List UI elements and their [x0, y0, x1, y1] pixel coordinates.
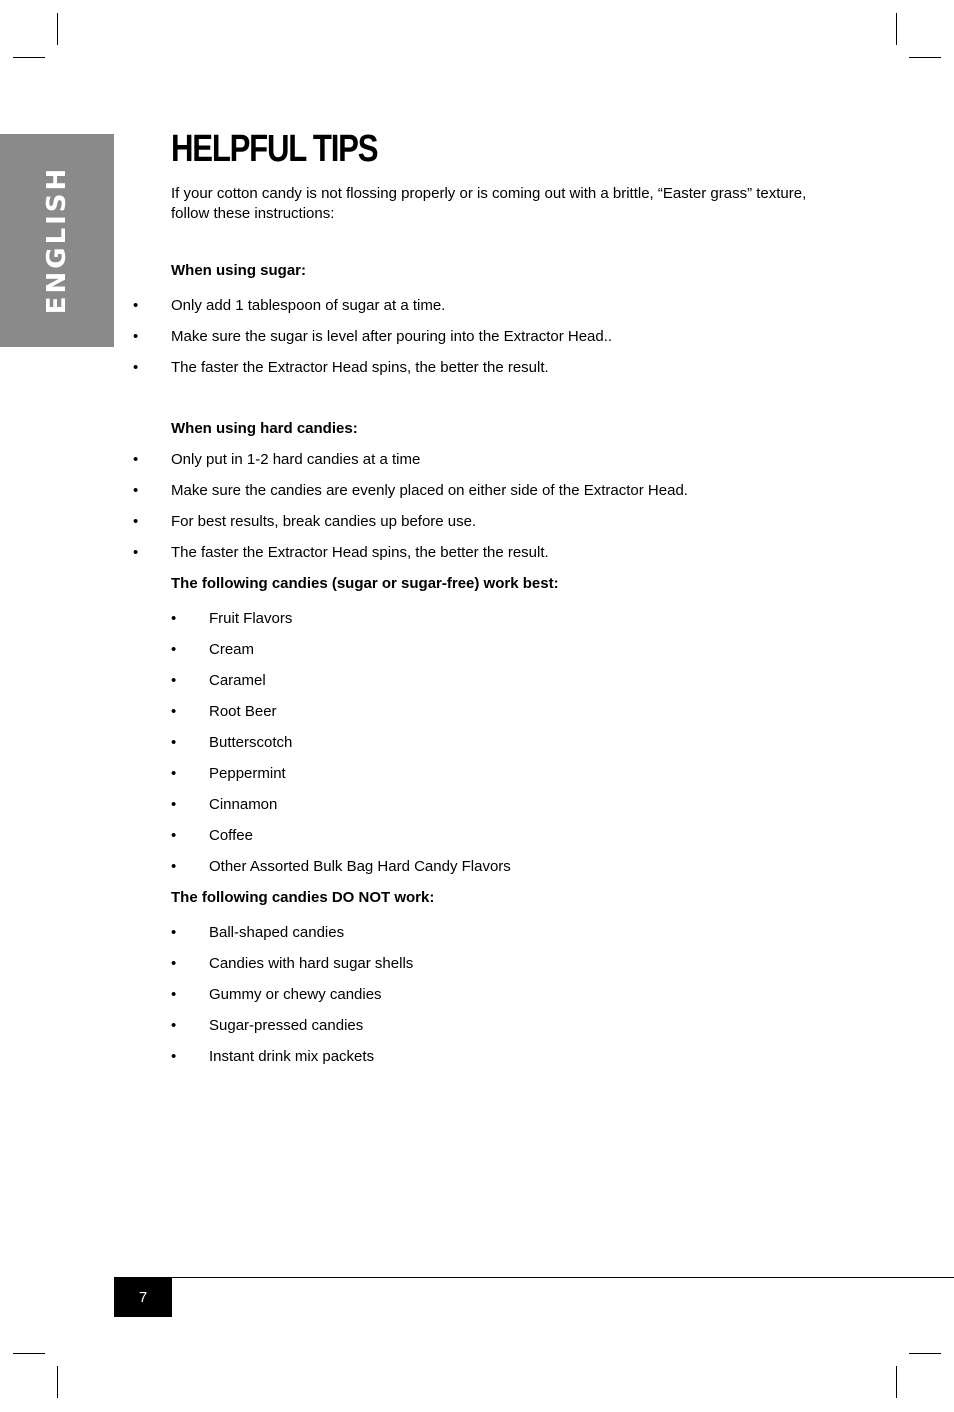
page-title: HELPFUL TIPS: [171, 128, 378, 170]
bullet: •: [171, 1017, 177, 1034]
intro-paragraph: If your cotton candy is not flossing properly or is coming out with a brittle, “Easter grass” texture, follow these instructions:: [171, 185, 807, 222]
bullet: •: [171, 858, 177, 875]
bullet: •: [171, 672, 177, 689]
language-tab: [0, 134, 114, 347]
list-item-text: Fruit Flavors: [209, 610, 293, 627]
bullet: •: [133, 544, 139, 561]
bullet: •: [133, 297, 139, 314]
bullet: •: [171, 796, 177, 813]
list-item-text: Candies with hard sugar shells: [209, 955, 414, 972]
list-item-text: Coffee: [209, 827, 253, 844]
bullet: •: [133, 451, 139, 468]
bullet: •: [171, 827, 177, 844]
list-item-text: Cream: [209, 641, 255, 658]
sugar-heading: When using sugar:: [171, 262, 306, 279]
bullet: •: [171, 924, 177, 941]
language-tab-label: ENGLISH: [42, 165, 72, 315]
list-item-text: Butterscotch: [209, 734, 293, 751]
crop-mark: [896, 13, 897, 45]
crop-mark: [896, 1366, 897, 1398]
list-item-text: The faster the Extractor Head spins, the better the result.: [171, 544, 549, 561]
crop-mark: [57, 1366, 58, 1398]
list-item-text: Other Assorted Bulk Bag Hard Candy Flavors: [209, 858, 511, 875]
bullet: •: [171, 734, 177, 751]
list-item-text: Instant drink mix packets: [209, 1048, 375, 1065]
bullet: •: [133, 482, 139, 499]
page-number: 7: [114, 1278, 172, 1317]
crop-mark: [13, 1353, 45, 1354]
bullet: •: [133, 359, 139, 376]
bullet: •: [171, 986, 177, 1003]
list-item-text: Caramel: [209, 672, 266, 689]
list-item-text: Make sure the candies are evenly placed on either side of the Extractor Head.: [171, 482, 688, 499]
bullet: •: [171, 641, 177, 658]
list-item-text: Cinnamon: [209, 796, 278, 813]
list-item-text: Sugar-pressed candies: [209, 1017, 364, 1034]
list-item-text: Peppermint: [209, 765, 286, 782]
crop-mark: [13, 57, 45, 58]
list-item-text: Only put in 1-2 hard candies at a time: [171, 451, 421, 468]
footer-rule: [114, 1277, 954, 1278]
bullet: •: [133, 328, 139, 345]
list-item-text: Make sure the sugar is level after pouring into the Extractor Head..: [171, 328, 613, 345]
bullet: •: [133, 513, 139, 530]
list-item-text: Gummy or chewy candies: [209, 986, 382, 1003]
crop-mark: [57, 13, 58, 45]
bullet: •: [171, 1048, 177, 1065]
bullet: •: [171, 703, 177, 720]
hard-candies-heading: When using hard candies:: [171, 420, 358, 437]
crop-mark: [909, 57, 941, 58]
do-not-work-heading: The following candies DO NOT work:: [171, 889, 435, 906]
list-item-text: The faster the Extractor Head spins, the better the result.: [171, 359, 549, 376]
bullet: •: [171, 765, 177, 782]
list-item-text: Root Beer: [209, 703, 277, 720]
list-item-text: For best results, break candies up before use.: [171, 513, 477, 530]
list-item-text: Ball-shaped candies: [209, 924, 345, 941]
bullet: •: [171, 610, 177, 627]
crop-mark: [909, 1353, 941, 1354]
list-item-text: Only add 1 tablespoon of sugar at a time.: [171, 297, 446, 314]
bullet: •: [171, 955, 177, 972]
work-best-heading: The following candies (sugar or sugar-free) work best:: [171, 575, 559, 592]
